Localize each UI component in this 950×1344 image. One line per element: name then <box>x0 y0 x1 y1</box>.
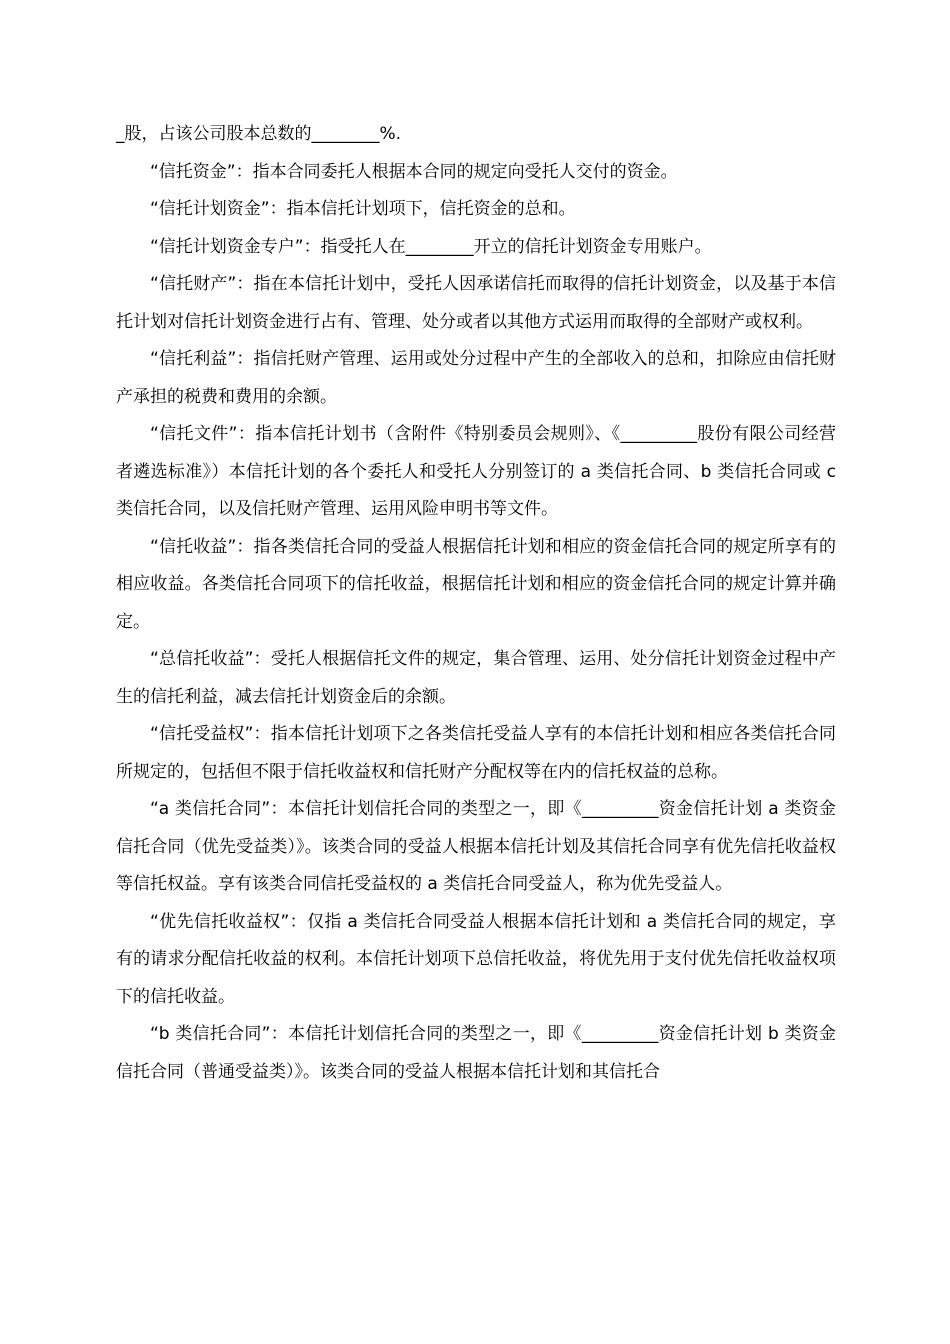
paragraph-trust-plan-funds: “信托计划资金”：指本信托计划项下，信托资金的总和。 <box>150 199 576 219</box>
paragraph-priority-income-right: “优先信托收益权”：仅指 a 类信托合同受益人根据本信托计划和 a 类信托合同的规定，享有的请求分配信托收益的权利。本信托计划项下总信托收益，将优先用于支付优先信托收益权项下的信托收益。 <box>116 911 836 1007</box>
paragraph-class-b-contract: “b 类信托合同”：本信托计划信托合同的类型之一，即《_________资金信托计划 b 类资金信托合同（普通受益类）》。该类合同的受益人根据本信托计划和其信托合 <box>116 1024 837 1082</box>
paragraph-trust-beneficiary-right: “信托受益权”：指本信托计划项下之各类信托受益人享有的本信托计划和相应各类信托合同所规定的，包括但不限于信托收益权和信托财产分配权等在内的信托权益的总称。 <box>116 724 836 782</box>
paragraph-trust-documents: “信托文件”：指本信托计划书（含附件《特别委员会规则》、《_________股份有限公司经营者遴选标准》）本信托计划的各个委托人和受托人分别签订的 a 类信托合同、b 类信托合同或 c 类信托合同，以及信托财产管理、运用风险申明书等文件。 <box>116 424 836 519</box>
paragraph-trust-funds: “信托资金”：指本合同委托人根据本合同的规定向受托人交付的资金。 <box>150 161 678 182</box>
paragraph-trust-plan-account: “信托计划资金专户”：指受托人在________开立的信托计划资金专用账户。 <box>150 236 712 257</box>
paragraph-total-trust-income: “总信托收益”：受托人根据信托文件的规定，集合管理、运用、处分信托计划资金过程中产生的信托利益，减去信托计划资金后的余额。 <box>116 649 836 707</box>
document-page <box>116 116 836 1091</box>
paragraph-trust-property: “信托财产”：指在本信托计划中，受托人因承诺信托而取得的信托计划资金，以及基于本信托计划对信托计划资金进行占有、管理、处分或者以其他方式运用而取得的全部财产或权利。 <box>116 274 836 332</box>
paragraph-class-a-contract: “a 类信托合同”：本信托计划信托合同的类型之一，即《_________资金信托计划 a 类资金信托合同（优先受益类）》。该类合同的受益人根据本信托计划及其信托合同享有优先信托收益权等信托权益。享有该类合同信托受益权的 a 类信托合同受益人，称为优先受益人。 <box>116 799 836 894</box>
paragraph-share-ratio: _股，占该公司股本总数的________%. <box>116 124 402 144</box>
paragraph-trust-income: “信托收益”：指各类信托合同的受益人根据信托计划和相应的资金信托合同的规定所享有的相应收益。各类信托合同项下的信托收益，根据信托计划和相应的资金信托合同的规定计算并确定。 <box>116 536 836 632</box>
paragraph-trust-benefit: “信托利益”：指信托财产管理、运用或处分过程中产生的全部收入的总和，扣除应由信托财产承担的税费和费用的余额。 <box>116 349 836 407</box>
